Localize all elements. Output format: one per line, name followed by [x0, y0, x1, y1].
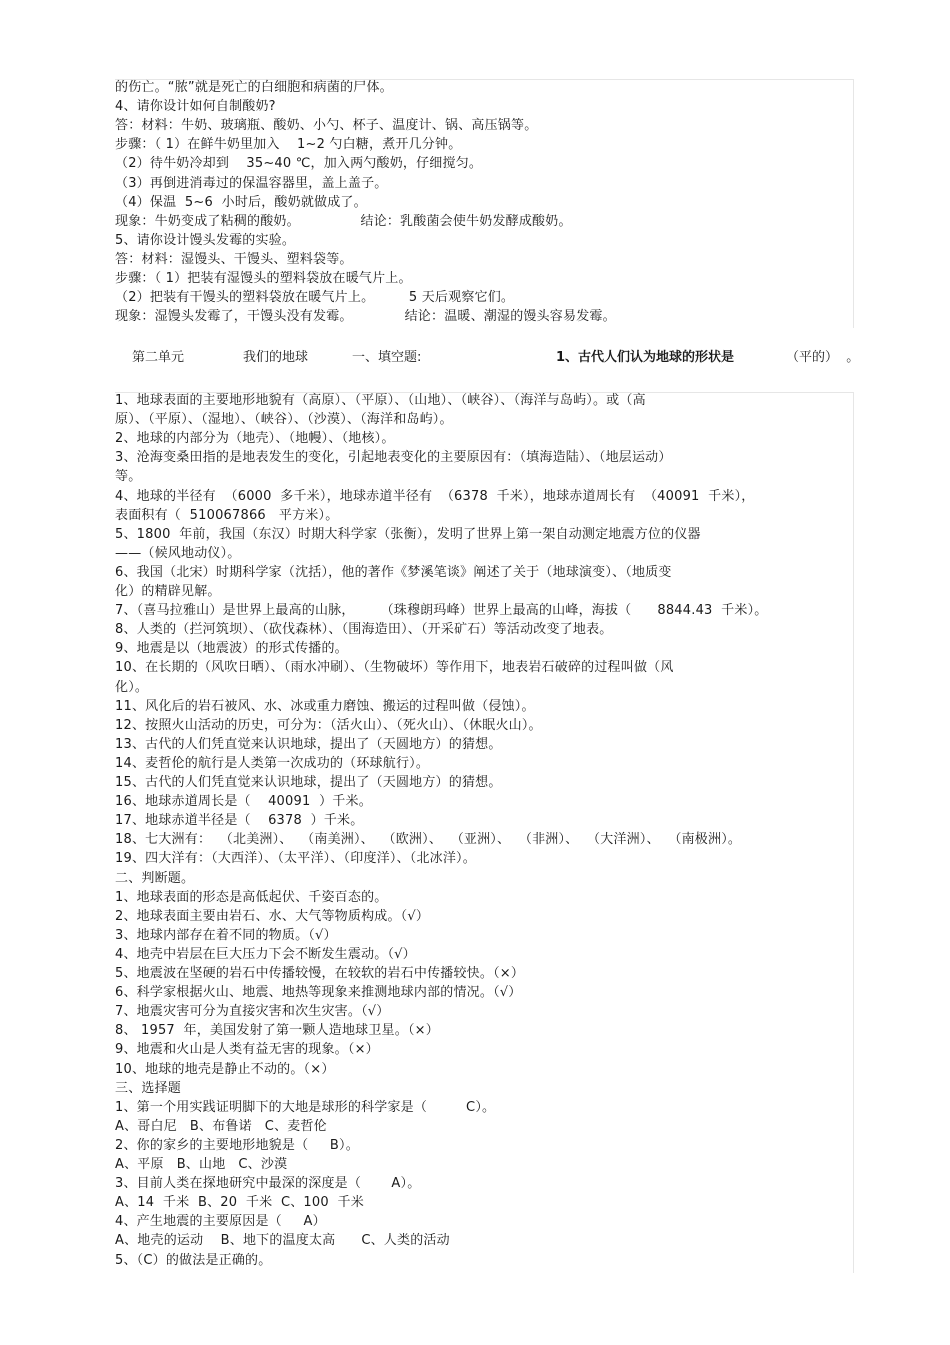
text-line: 3、地球内部存在着不同的物质。（√）: [115, 927, 337, 943]
text-line: 7、地震灾害可分为直接灾害和次生灾害。（√）: [115, 1004, 390, 1020]
text-line: 1、地球表面的主要地形地貌有（高原）、（平原）、（山地）、（峡谷）、（海洋与岛屿）。或（高: [115, 393, 646, 408]
text-line: 步骤：（ 1）把装有湿馒头的塑料袋放在暖气片上。: [115, 271, 412, 286]
text-line: 1、地球表面的形态是高低起伏、千姿百态的。: [115, 889, 388, 905]
text-line: 8、人类的（拦河筑坝）、（砍伐森林）、（围海造田）、（开采矿石）等活动改变了地表。: [115, 622, 613, 638]
text-line: 现象：湿馒头发霉了，干馒头没有发霉。 结论：温暖、潮湿的馒头容易发霉。: [115, 309, 616, 325]
text-line: 5、地震波在坚硬的岩石中传播较慢，在较软的岩石中传播较快。（×）: [115, 966, 525, 981]
text-line: 5、（C）的做法是正确的。: [115, 1252, 272, 1268]
text-line: （2）把装有干馒头的塑料袋放在暖气片上。 5 天后观察它们。: [115, 290, 515, 306]
text-line: 5、1800 年前，我国（东汉）时期大科学家（张衡），发明了世界上第一架自动测定地震方位的仪器: [115, 526, 701, 542]
text-line: 3、目前人类在探地研究中最深的深度是（ A）。: [115, 1176, 421, 1192]
text-line: 13、古代的人们凭直觉来认识地球，提出了（天圆地方）的猜想。: [115, 736, 502, 752]
part-label: 一、填空题:: [352, 350, 422, 365]
text-line: 原）、（平原）、（湿地）、（峡谷）、（沙漠）、（海洋和岛屿）。: [115, 412, 453, 428]
text-line: 6、科学家根据火山、地震、地热等现象来推测地球内部的情况。（√）: [115, 985, 522, 1001]
unit-title: 我们的地球: [243, 350, 309, 365]
text-line: 18、七大洲有： （北美洲）、 （南美洲）、 （欧洲）、 （亚洲）、 （非洲）、 （大洋洲）、 （南极洲）。: [115, 832, 742, 848]
text-line: 16、地球赤道周长是（ 40091 ）千米。: [115, 794, 372, 810]
text-line: 7、（喜马拉雅山）是世界上最高的山脉， （珠穆朗玛峰）世界上最高的山峰，海拔（ 8844.43 千米）。: [115, 603, 768, 619]
unit-label: 第二单元: [132, 350, 185, 365]
text-line: 6、我国（北宋）时期科学家（沈括），他的著作《梦溪笔谈》阐述了关于（地球演变）、（地质变: [115, 564, 672, 580]
text-line: 4、产生地震的主要原因是（ A）: [115, 1214, 326, 1230]
text-line: ——（候风地动仪）。: [115, 545, 241, 561]
text-line: 1、第一个用实践证明脚下的大地是球形的科学家是（ C）。: [115, 1099, 496, 1115]
text-line: 4、地球的半径有 （6000 多千米），地球赤道半径有 （6378 千米），地球赤道周长有 （40091 千米），: [115, 488, 755, 504]
text-line: 4、地壳中岩层在巨大压力下会不断发生震动。（√）: [115, 946, 416, 962]
text-line: 步骤：（ 1）在鲜牛奶里加入 1~2 勺白糖，煮开几分钟。: [115, 137, 462, 153]
text-line: （3）再倒进消毒过的保温容器里，盖上盖子。: [115, 175, 388, 191]
text-line: 化）。: [115, 679, 149, 695]
text-line: 9、地震是以（地震波）的形式传播的。: [115, 641, 348, 657]
text-line: 2、地球的内部分为（地壳）、（地幔）、（地核）。: [115, 431, 395, 447]
text-line: 12、按照火山活动的历史，可分为：（活火山）、（死火山）、（休眠火山）。: [115, 717, 542, 733]
text-line: 答：材料：湿馒头、干馒头、塑料袋等。: [115, 251, 353, 267]
text-line: 二、判断题。: [115, 870, 195, 886]
text-line: 2、你的家乡的主要地形地貌是（ B）。: [115, 1137, 359, 1153]
text-line: A、地壳的运动 B、地下的温度太高 C、人类的活动: [115, 1233, 450, 1249]
text-line: 17、地球赤道半径是（ 6378 ）千米。: [115, 813, 364, 829]
text-line: 化）的精辟见解。: [115, 584, 221, 599]
text-line: 14、麦哲伦的航行是人类第一次成功的（环球航行）。: [115, 755, 430, 771]
text-line: 的伤亡。“脓”就是死亡的白细胞和病菌的尸体。: [115, 80, 393, 95]
text-line: 5、请你设计馒头发霉的实验。: [115, 232, 296, 248]
text-line: A、平原 B、山地 C、沙漠: [115, 1157, 288, 1172]
text-line: 19、四大洋有：（大西洋）、（太平洋）、（印度洋）、（北冰洋）。: [115, 851, 476, 867]
question-1-text: 1、古代人们认为地球的形状是: [556, 350, 735, 365]
unit-heading: [0, 346, 950, 368]
text-line: A、14 千米 B、20 千米 C、100 千米: [115, 1195, 364, 1211]
text-line: 15、古代的人们凭直觉来认识地球，提出了（天圆地方）的猜想。: [115, 775, 502, 790]
text-line: 2、地球表面主要由岩石、水、大气等物质构成。（√）: [115, 908, 430, 924]
text-line: 4、请你设计如何自制酸奶?: [115, 99, 276, 115]
text-line: 9、地震和火山是人类有益无害的现象。（×）: [115, 1042, 379, 1058]
text-line: 等。: [115, 469, 142, 485]
text-line: 8、 1957 年，美国发射了第一颗人造地球卫星。（×）: [115, 1023, 439, 1039]
text-line: 3、沧海变桑田指的是地表发生的变化，引起地表变化的主要原因有：（填海造陆）、（地层运动）: [115, 450, 672, 466]
text-line: （2）待牛奶冷却到 35~40 ℃，加入两勺酸奶，仔细搅匀。: [115, 156, 483, 172]
text-line: 10、在长期的（风吹日晒）、（雨水冲刷）、（生物破坏）等作用下，地表岩石破碎的过程叫做（风: [115, 660, 674, 676]
text-line: 三、选择题: [115, 1080, 182, 1096]
text-line: A、哥白尼 B、布鲁诺 C、麦哲伦: [115, 1118, 327, 1134]
question-1-answer: （平的） 。: [786, 350, 860, 365]
text-line: 11、风化后的岩石被风、水、冰或重力磨蚀、搬运的过程叫做（侵蚀）。: [115, 698, 535, 714]
text-line: 现象：牛奶变成了粘稠的酸奶。 结论：乳酸菌会使牛奶发酵成酸奶。: [115, 213, 572, 229]
text-line: （4）保温 5~6 小时后，酸奶就做成了。: [115, 194, 367, 210]
text-line: 答：材料：牛奶、玻璃瓶、酸奶、小勺、杯子、温度计、锅、高压锅等。: [115, 118, 538, 134]
text-line: 10、地球的地壳是静止不动的。（×）: [115, 1061, 335, 1077]
text-line: 表面积有（ 510067866 平方米）。: [115, 507, 339, 523]
